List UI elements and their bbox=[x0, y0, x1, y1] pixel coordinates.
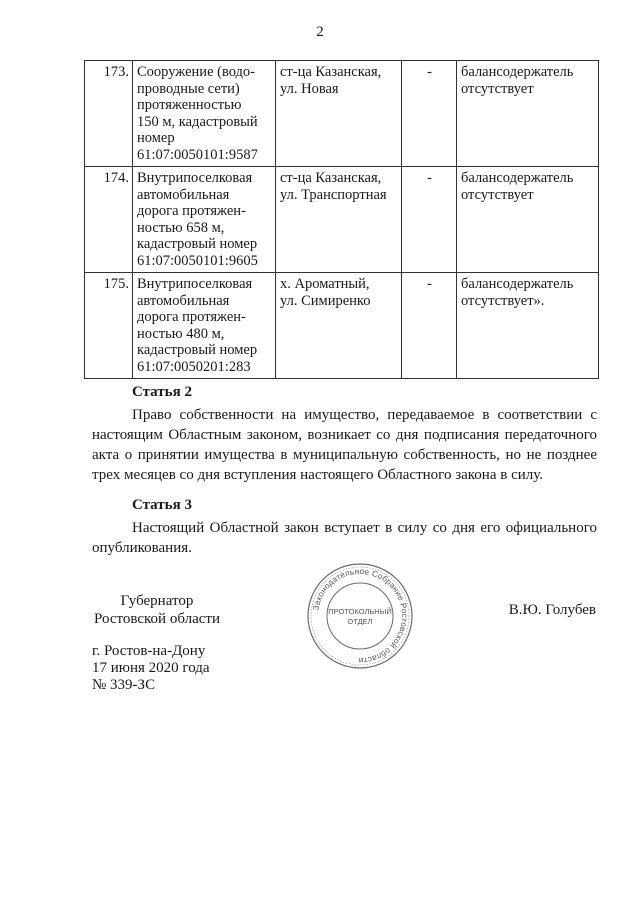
object-line: Внутрипоселковая bbox=[137, 276, 253, 292]
official-stamp bbox=[306, 562, 414, 670]
owner-line: отсутствует bbox=[461, 80, 534, 97]
property-table bbox=[84, 60, 599, 379]
table-row bbox=[85, 273, 599, 379]
article-2-line: трех месяцев со дня вступления настоящего Областного закона в силу. bbox=[92, 467, 543, 483]
address-line: ст-ца Казанская, bbox=[280, 170, 382, 186]
object-line: кадастровый номер bbox=[137, 236, 258, 252]
article-2-heading: Статья 2 bbox=[132, 384, 192, 400]
row-number: 173. bbox=[85, 61, 133, 167]
address-line: ул. Транспортная bbox=[280, 186, 387, 203]
address-line: ст-ца Казанская, bbox=[280, 64, 382, 80]
stamp-center-line: ПРОТОКОЛЬНЫЙ bbox=[328, 607, 392, 616]
object-line: автомобильная bbox=[137, 186, 230, 203]
row-number: 174. bbox=[85, 167, 133, 273]
row-number: 175. bbox=[85, 273, 133, 379]
empty-value: - bbox=[402, 61, 457, 167]
signatory-name: В.Ю. Голубев bbox=[508, 602, 596, 618]
object-line: 150 м, кадастровый bbox=[137, 113, 258, 130]
object-line: проводные сети) bbox=[137, 80, 240, 97]
law-number: № 339-ЗС bbox=[92, 677, 156, 693]
object-line: автомобильная bbox=[137, 292, 230, 309]
object-address bbox=[276, 167, 402, 273]
object-line: кадастровый номер bbox=[137, 342, 258, 358]
balance-holder bbox=[457, 273, 599, 379]
object-line: дорога протяжен- bbox=[137, 203, 246, 219]
article-2-line: настоящим Областным законом, возникает со дня подписания передаточного bbox=[92, 427, 597, 443]
signatory-title-line: Ростовской области bbox=[94, 611, 220, 627]
stamp-ring-text: Законодательное Собрание Ростовской области bbox=[311, 566, 410, 666]
article-3-text bbox=[92, 518, 597, 558]
object-address bbox=[276, 273, 402, 379]
signatory-title-line: Губернатор bbox=[120, 593, 194, 609]
article-3-heading: Статья 3 bbox=[132, 497, 192, 513]
object-line: ностью 480 м, bbox=[137, 325, 225, 342]
article-3-line: Настоящий Областной закон вступает в силу со дня его официального bbox=[132, 520, 597, 536]
owner-line: балансодержатель bbox=[461, 64, 574, 80]
object-address bbox=[276, 61, 402, 167]
object-line: 61:07:0050201:283 bbox=[137, 358, 251, 375]
address-line: ул. Симиренко bbox=[280, 292, 371, 309]
stamp-center-line: ОТДЕЛ bbox=[347, 617, 373, 626]
city: г. Ростов-на-Дону bbox=[92, 643, 206, 659]
object-description bbox=[133, 61, 276, 167]
balance-holder bbox=[457, 167, 599, 273]
article-2-text bbox=[92, 405, 597, 485]
object-line: 61:07:0050101:9587 bbox=[137, 146, 258, 163]
address-line: х. Ароматный, bbox=[280, 276, 370, 292]
balance-holder bbox=[457, 61, 599, 167]
date: 17 июня 2020 года bbox=[92, 660, 210, 676]
object-line: ностью 658 м, bbox=[137, 219, 225, 236]
object-line: протяженностью bbox=[137, 97, 242, 113]
article-3-line: опубликования. bbox=[92, 540, 192, 556]
page-number: 2 bbox=[316, 24, 324, 40]
owner-line: отсутствует bbox=[461, 186, 534, 203]
object-line: 61:07:0050101:9605 bbox=[137, 252, 258, 269]
table-row bbox=[85, 167, 599, 273]
signatory-title bbox=[92, 592, 222, 628]
owner-line: балансодержатель bbox=[461, 276, 574, 292]
object-line: Внутрипоселковая bbox=[137, 170, 253, 186]
article-2-line: акта о принятии имущества в муниципальную собственность, но не позднее bbox=[92, 447, 597, 463]
object-line: Сооружение (водо- bbox=[137, 64, 255, 80]
owner-line: отсутствует». bbox=[461, 292, 545, 309]
empty-value: - bbox=[402, 273, 457, 379]
article-2-line: Право собственности на имущество, передаваемое в соответствии с bbox=[132, 407, 597, 423]
owner-line: балансодержатель bbox=[461, 170, 574, 186]
place-date-block bbox=[92, 643, 210, 694]
object-description bbox=[133, 167, 276, 273]
address-line: ул. Новая bbox=[280, 80, 339, 97]
empty-value: - bbox=[402, 167, 457, 273]
table-row bbox=[85, 61, 599, 167]
object-description bbox=[133, 273, 276, 379]
object-line: дорога протяжен- bbox=[137, 309, 246, 325]
object-line: номер bbox=[137, 130, 175, 146]
